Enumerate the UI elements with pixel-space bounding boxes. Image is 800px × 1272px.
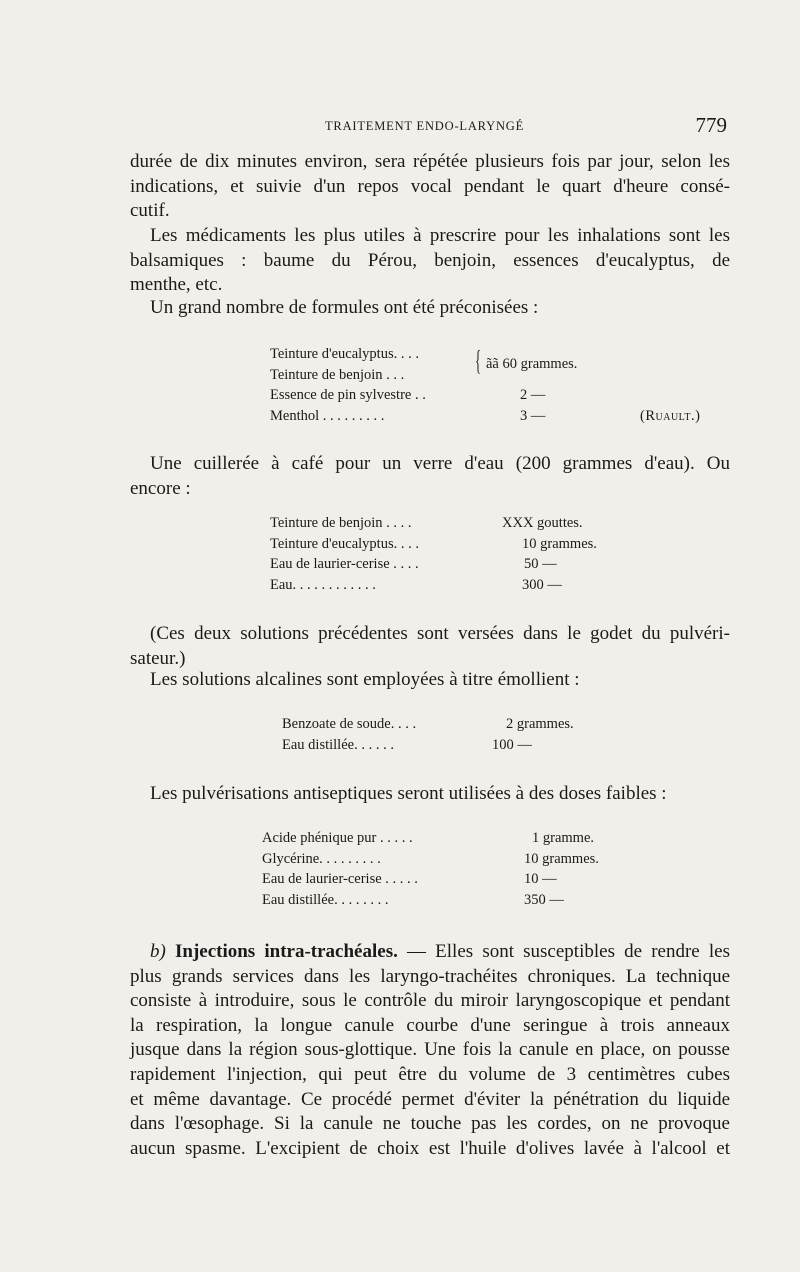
text-line: durée de dix minutes environ, sera répétée plusieurs fois par jour, selon les [130, 151, 730, 172]
formula-row [270, 534, 670, 555]
ingredient-quantity: 10 — [524, 871, 557, 887]
text-line: balsamiques : baume du Pérou, benjoin, essences d'eucalyptus, de [130, 249, 730, 271]
formula-row [282, 714, 662, 735]
paragraph-1 [130, 150, 730, 224]
formula-row [270, 554, 670, 575]
brace-symbol: { [475, 346, 482, 377]
ingredient-name: Eau distillée. . . . . . . . [262, 891, 389, 908]
ingredient-name: Teinture de benjoin . . . . [270, 515, 412, 531]
ingredient-quantity: XXX gouttes. [502, 515, 583, 531]
ingredient-name: Eau. . . . . . . . . . . . [270, 576, 376, 593]
formula-row [262, 890, 662, 911]
formula-4 [262, 828, 662, 913]
text-line: (Ces deux solutions précédentes sont versées dans le godet du pulvéri- [150, 623, 730, 644]
ingredient-name: Eau de laurier-cerise . . . . [270, 556, 419, 572]
formula-author: (Ruault.) [640, 408, 701, 424]
ingredient-name: Menthol . . . . . . . . . [270, 407, 385, 424]
ingredient-quantity: 50 — [524, 556, 557, 572]
paragraph-6 [130, 668, 730, 693]
formula-row [262, 869, 662, 890]
paragraph-2 [130, 224, 730, 298]
ingredient-name: Acide phénique pur . . . . . [262, 830, 413, 846]
ingredient-quantity: 10 grammes. [524, 850, 599, 867]
paragraph-8 [130, 940, 730, 1161]
ingredient-name: Eau distillée. . . . . . [282, 736, 394, 753]
formula-row [282, 735, 662, 756]
text-line: jusque dans la région sous-glottique. Une fois la canule en place, on pousse [130, 1039, 730, 1061]
ingredient-quantity: 2 grammes. [506, 716, 574, 732]
ingredient-name: Benzoate de soude. . . . [282, 716, 417, 732]
ingredient-quantity: 3 — [520, 407, 546, 424]
ingredient-name: Teinture de benjoin . . . [270, 366, 405, 383]
formula-row [270, 513, 670, 534]
formula-1 [270, 344, 730, 434]
text-line: dans l'œsophage. Si la canule ne touche pas les cordes, on ne provoque [130, 1113, 730, 1135]
text-line: encore : [130, 477, 191, 499]
text-line: indications, et suivie d'un repos vocal pendant le quart d'heure consé- [130, 175, 730, 197]
ingredient-name: Teinture d'eucalyptus. . . . [270, 346, 419, 362]
brace-quantity: ãã 60 grammes. [486, 356, 578, 372]
text-line: menthe, etc. [130, 274, 223, 296]
formula-row [262, 849, 662, 870]
running-title: TRAITEMENT ENDO-LARYNGÉ [325, 119, 525, 133]
ingredient-name: Essence de pin sylvestre . . [270, 387, 426, 403]
ingredient-quantity: 100 — [492, 736, 532, 753]
text-line: cutif. [130, 200, 170, 222]
page-number: 779 [695, 113, 727, 137]
text-line: sateur.) [130, 647, 186, 669]
ingredient-name: Glycérine. . . . . . . . . [262, 850, 381, 867]
formula-row [270, 575, 670, 596]
text-line: consiste à introduire, sous le contrôle du miroir laryngoscopique et pendant [130, 990, 730, 1012]
text-line: aucun spasme. L'excipient de choix est l'huile d'olives lavée à l'alcool et [130, 1137, 730, 1159]
paragraph-4 [130, 452, 730, 501]
section-heading-line [130, 940, 730, 965]
text-line: et même davantage. Ce procédé permet d'éviter la pénétration du liquide [130, 1088, 730, 1110]
ingredient-quantity: 1 gramme. [532, 830, 595, 846]
ingredient-quantity: 10 grammes. [522, 535, 597, 552]
running-header [130, 113, 735, 143]
text-line: la respiration, la longue canule courbe d'une seringue à trois anneaux [130, 1014, 730, 1036]
section-heading: Injections intra-trachéales. [174, 941, 398, 962]
ingredient-quantity: 2 — [520, 387, 546, 403]
section-label: b) [150, 941, 166, 962]
text-line: plus grands services dans les laryngo-trachéites chroniques. La technique [130, 965, 730, 987]
formula-3 [282, 714, 662, 759]
heading-continuation: — Elles sont susceptibles de rendre les [407, 941, 730, 962]
paragraph-5 [130, 622, 730, 671]
ingredient-name: Teinture d'eucalyptus. . . . [270, 535, 419, 552]
formula-2 [270, 513, 670, 603]
text-line: Les médicaments les plus utiles à prescrire pour les inhalations sont les [150, 225, 730, 246]
paragraph-7 [130, 782, 730, 807]
formula-row [262, 828, 662, 849]
ingredient-quantity: 300 — [522, 576, 562, 593]
paragraph-3 [130, 296, 730, 321]
formula-row [270, 385, 730, 406]
text-line: Un grand nombre de formules ont été préconisées : [150, 297, 539, 318]
text-line: Les pulvérisations antiseptiques seront utilisées à des doses faibles : [150, 783, 667, 804]
text-line: Les solutions alcalines sont employées à titre émollient : [150, 669, 580, 690]
text-line: rapidement l'injection, qui peut être du volume de 3 centimètres cubes [130, 1063, 730, 1085]
text-line: Une cuillerée à café pour un verre d'eau (200 grammes d'eau). Ou [150, 453, 730, 474]
ingredient-name: Eau de laurier-cerise . . . . . [262, 871, 418, 887]
ingredient-quantity: 350 — [524, 891, 564, 908]
